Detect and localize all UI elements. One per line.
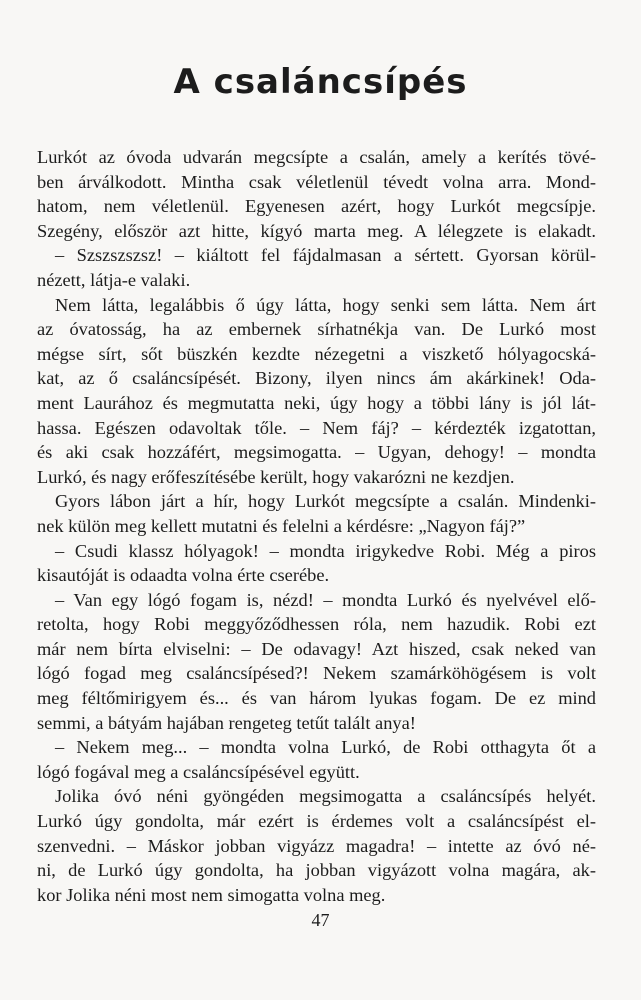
text-line: nek külön meg kellett mutatni és felelni a kérdésre: „Nagyon fáj?” [37, 515, 526, 536]
text-line: lógó fogával meg a csaláncsípésével együtt. [37, 761, 360, 782]
text-line: ment Laurához és megmutatta neki, úgy hogy a többi lány is jól lát- [37, 392, 596, 413]
text-line: – Szszszszsz! – kiáltott fel fájdalmasan a sértett. Gyorsan körül- [55, 245, 596, 266]
text-line: kisautóját is odaadta volna érte cserébe. [37, 565, 330, 586]
text-line: kor Jolika néni most nem simogatta volna meg. [37, 884, 386, 905]
text-line: meg féltőmirigyem és... és van három lyukas fogam. De ez mind [37, 688, 596, 709]
story-text [37, 145, 596, 907]
text-line: és aki csak hozzáfért, megsimogatta. – Ugyan, dehogy! – mondta [37, 442, 596, 463]
text-line: semmi, a bátyám hajában rengeteg tetűt talált anya! [37, 712, 416, 733]
text-line: már nem bírta elviselni: – De odavagy! Azt hiszed, csak neked van [37, 638, 596, 659]
text-line: – Csudi klassz hólyagok! – mondta irigykedve Robi. Még a piros [55, 540, 596, 561]
text-line: mégse sírt, sőt büszkén kezdte nézegetni a viszkető hólyagocská- [37, 343, 596, 364]
text-line: hassa. Egészen odavoltak tőle. – Nem fáj? – kérdezték izgatottan, [37, 417, 596, 438]
text-line: Lurkót az óvoda udvarán megcsípte a csalán, amely a kerítés tövé- [37, 147, 596, 167]
text-line: szenvedni. – Máskor jobban vigyázz magadra! – intette az óvó né- [37, 835, 596, 856]
text-line: lógó fogad meg csaláncsípésed?! Nekem szamárköhögésem is volt [37, 663, 596, 684]
text-line: – Van egy lógó fogam is, nézd! – mondta Lurkó és nyelvével elő- [55, 589, 596, 610]
page-title: A csaláncsípés [173, 62, 468, 102]
text-line: Lurkó, és nagy erőfeszítésébe került, hogy vakarózni ne kezdjen. [37, 466, 515, 487]
text-line: ben árválkodott. Mintha csak véletlenül tévedt volna arra. Mond- [37, 171, 596, 192]
text-line: az óvatosság, ha az embernek sírhatnékja van. De Lurkó most [37, 319, 596, 340]
text-line: ni, de Lurkó úgy gondolta, ha jobban vigyázott volna magára, ak- [37, 860, 596, 881]
page-number: 47 [311, 910, 330, 930]
text-line: – Nekem meg... – mondta volna Lurkó, de Robi otthagyta őt a [55, 737, 596, 758]
text-line: Nem látta, legalábbis ő úgy látta, hogy senki sem látta. Nem árt [55, 294, 596, 315]
text-line: Jolika óvó néni gyöngéden megsimogatta a csaláncsípés helyét. [55, 786, 596, 807]
text-line: nézett, látja-e valaki. [37, 269, 191, 290]
text-line: kat, az ő csaláncsípését. Bizony, ilyen nincs ám akárkinek! Oda- [37, 368, 596, 389]
text-line: Szegény, először azt hitte, kígyó marta meg. A lélegzete is elakadt. [37, 220, 596, 241]
text-line: Lurkó úgy gondolta, már ezért is érdemes volt a csaláncsípést el- [37, 811, 596, 832]
text-line: hatom, nem véletlenül. Egyenesen azért, hogy Lurkót megcsípje. [37, 196, 596, 217]
text-line: retolta, hogy Robi meggyőződhessen róla, nem hazudik. Robi ezt [37, 614, 596, 635]
text-line: Gyors lábon járt a hír, hogy Lurkót megcsípte a csalán. Mindenki- [55, 491, 596, 512]
